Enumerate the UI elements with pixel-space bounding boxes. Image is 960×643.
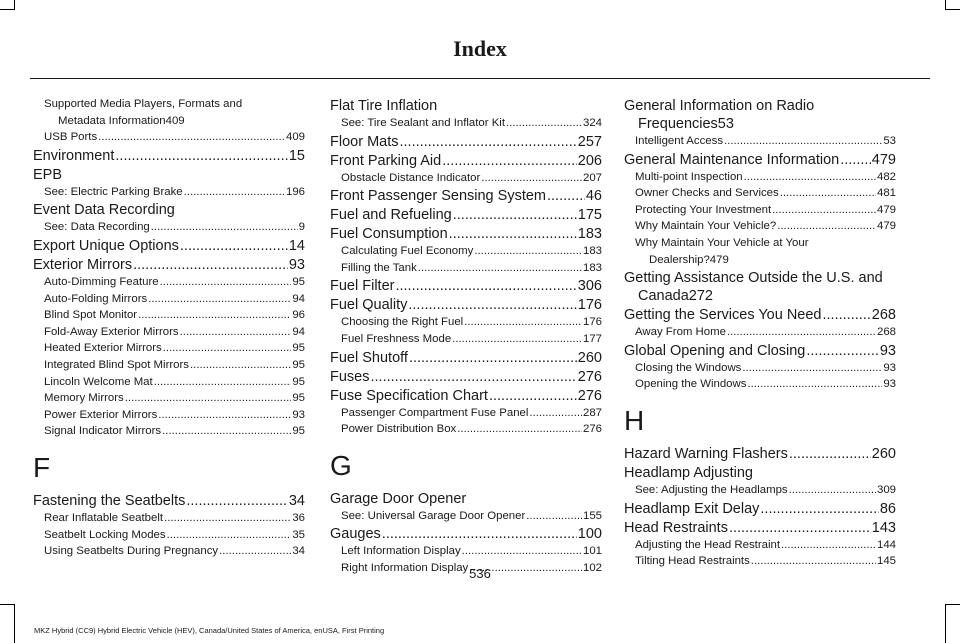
dot-leader — [481, 170, 582, 187]
entry-continuation-line — [624, 287, 896, 305]
entry-text: See: Data Recording — [44, 221, 150, 234]
dot-leader — [138, 307, 291, 324]
dot-leader — [371, 368, 577, 386]
dot-leader — [151, 219, 298, 236]
entry-text: Signal Indicator Mirrors — [44, 425, 162, 438]
index-subentry — [330, 260, 602, 277]
entry-text: Multi-point Inspection — [635, 170, 743, 183]
index-subentry — [624, 324, 896, 341]
entry-page-number: 14 — [288, 237, 305, 254]
entry-text: Hazard Warning Flashers — [624, 445, 788, 462]
entry-text: Blind Spot Monitor — [44, 309, 138, 322]
entry-text: Headlamp Adjusting — [624, 464, 753, 481]
dot-leader — [789, 482, 876, 499]
index-subentry — [330, 331, 602, 348]
dot-leader — [162, 423, 291, 440]
entry-text: Obstacle Distance Indicator — [341, 171, 481, 184]
entry-text: Power Distribution Box — [341, 423, 457, 436]
index-entry — [330, 387, 602, 405]
dot-leader — [742, 360, 882, 377]
entry-page-number: 53 — [717, 116, 734, 132]
index-entry — [33, 147, 305, 165]
entry-text-first-line: Supported Media Players, Formats and — [44, 98, 243, 110]
entry-page-number: 53 — [883, 135, 896, 147]
dot-leader — [219, 543, 291, 560]
entry-text: Choosing the Right Fuel — [341, 316, 464, 329]
index-subentry — [33, 291, 305, 308]
entry-page-number: 260 — [871, 445, 896, 462]
entry-page-number: 479 — [709, 253, 729, 266]
entry-continuation-line — [624, 115, 896, 133]
entry-text-first-line: Getting Assistance Outside the U.S. and — [624, 270, 883, 287]
dot-leader — [453, 206, 577, 224]
entry-page-number: 93 — [883, 378, 896, 391]
dot-leader — [382, 525, 577, 543]
entry-page-number: 479 — [876, 220, 896, 233]
entry-text: Fuel Consumption — [330, 226, 448, 243]
index-subentry — [33, 390, 305, 407]
section-letter: H — [624, 404, 645, 436]
index-subentry — [33, 407, 305, 424]
index-entry — [330, 133, 602, 151]
dot-leader — [462, 543, 582, 560]
entry-text: Export Unique Options — [33, 237, 179, 254]
entry-page-number: 94 — [292, 292, 305, 305]
index-subentry — [330, 421, 602, 438]
entry-page-number: 175 — [577, 207, 602, 224]
entry-page-number: 95 — [292, 358, 305, 371]
index-entry — [33, 237, 305, 255]
index-subentry — [33, 219, 305, 236]
index-entry — [33, 492, 305, 510]
index-subentry — [33, 96, 305, 129]
entry-page-number: 93 — [879, 342, 896, 359]
index-entry — [33, 201, 305, 219]
dot-leader — [474, 243, 582, 260]
dot-leader — [744, 169, 876, 186]
entry-text: Passenger Compartment Fuse Panel — [341, 406, 529, 419]
entry-page-number: 409 — [285, 131, 305, 144]
dot-leader — [148, 291, 291, 308]
entry-text: Dealership? — [649, 253, 710, 266]
index-subentry — [330, 405, 602, 422]
entry-page-number: 36 — [292, 511, 305, 524]
index-column-1 — [33, 96, 305, 560]
entry-text: Head Restraints — [624, 519, 728, 536]
entry-text: Fuse Specification Chart — [330, 387, 488, 404]
index-subentry — [33, 324, 305, 341]
dot-leader — [780, 185, 876, 202]
index-subentry — [624, 235, 896, 268]
entry-text: Fuel Quality — [330, 297, 408, 314]
entry-text: Front Passenger Sensing System — [330, 188, 546, 205]
dot-leader — [133, 256, 288, 274]
entry-text: Tilting Head Restraints — [635, 555, 750, 568]
entry-text-first-line: General Information on Radio — [624, 98, 815, 114]
entry-page-number: 183 — [582, 245, 602, 258]
index-subentry — [624, 185, 896, 202]
dot-leader — [729, 519, 871, 537]
entry-page-number: 15 — [288, 147, 305, 164]
dot-leader — [154, 374, 292, 391]
index-entry — [624, 151, 896, 169]
index-entry — [330, 187, 602, 205]
index-entry — [330, 206, 602, 224]
dot-leader — [160, 274, 292, 291]
dot-leader — [823, 306, 871, 324]
entry-text: Seatbelt Locking Modes — [44, 528, 166, 541]
entry-page-number: 268 — [871, 307, 896, 324]
dot-leader — [526, 508, 582, 525]
entry-page-number: 143 — [871, 519, 896, 536]
entry-page-number: 93 — [883, 361, 896, 374]
dot-leader — [418, 260, 582, 277]
crop-mark-top-left-v — [14, 0, 15, 10]
entry-text: Fold-Away Exterior Mirrors — [44, 325, 179, 338]
entry-text: Fuel Filter — [330, 278, 395, 295]
dot-leader — [547, 187, 585, 205]
entry-text: Closing the Windows — [635, 361, 742, 374]
section-letter: G — [330, 449, 352, 481]
index-entry — [624, 97, 896, 133]
entry-text: See: Adjusting the Headlamps — [635, 483, 788, 496]
entry-page-number: 93 — [292, 408, 305, 421]
entry-text: See: Electric Parking Brake — [44, 185, 183, 198]
entry-text: Integrated Blind Spot Mirrors — [44, 358, 189, 371]
dot-leader — [449, 225, 577, 243]
dot-leader — [158, 407, 291, 424]
entry-page-number: 306 — [577, 278, 602, 295]
entry-text: See: Tire Sealant and Inflator Kit — [341, 117, 505, 129]
entry-text: Why Maintain Your Vehicle? — [635, 220, 777, 233]
dot-leader — [164, 510, 291, 527]
dot-leader — [186, 492, 288, 510]
entry-text: Fastening the Seatbelts — [33, 492, 186, 509]
footer-text: MKZ Hybrid (CC9) Hybrid Electric Vehicle (HEV), Canada/United States of America, enUSA, First Printing — [34, 626, 385, 635]
crop-mark-bottom-left-h — [0, 604, 14, 605]
index-entry — [624, 306, 896, 324]
entry-page-number: 287 — [582, 406, 602, 419]
dot-leader — [167, 527, 292, 544]
dot-leader — [125, 390, 292, 407]
crop-mark-bottom-right-v — [945, 604, 946, 643]
entry-page-number: 260 — [577, 349, 602, 366]
entry-page-number: 276 — [582, 423, 602, 436]
entry-text: Owner Checks and Services — [635, 187, 779, 200]
index-subentry — [624, 133, 896, 150]
index-subentry — [624, 218, 896, 235]
dot-leader — [408, 296, 576, 314]
entry-text: Canada — [638, 288, 689, 305]
index-entry — [33, 166, 305, 184]
entry-page-number: 206 — [577, 152, 602, 169]
entry-page-number: 207 — [582, 171, 602, 184]
entry-page-number: 183 — [577, 226, 602, 243]
index-subentry — [33, 274, 305, 291]
entry-text: Exterior Mirrors — [33, 256, 133, 273]
entry-text-first-line: Why Maintain Your Vehicle at Your — [635, 236, 809, 249]
entry-text: Headlamp Exit Delay — [624, 500, 760, 517]
entry-text: Right Information Display — [341, 561, 469, 574]
index-subentry — [330, 314, 602, 331]
entry-text: Away From Home — [635, 326, 726, 339]
entry-page-number: 86 — [879, 500, 896, 517]
entry-page-number: 481 — [876, 187, 896, 200]
entry-text: Rear Inflatable Seatbelt — [44, 511, 164, 524]
index-subentry — [330, 508, 602, 525]
crop-mark-top-right-v — [945, 0, 946, 10]
entry-text: General Maintenance Information — [624, 151, 840, 168]
entry-text: Fuel Freshness Mode — [341, 332, 452, 345]
dot-leader — [727, 324, 876, 341]
index-subentry — [33, 543, 305, 560]
index-subentry — [33, 527, 305, 544]
dot-leader — [395, 277, 576, 295]
index-entry — [330, 525, 602, 543]
index-subentry — [624, 482, 896, 499]
index-entry — [330, 349, 602, 367]
entry-page-number: 482 — [876, 170, 896, 183]
entry-page-number: 95 — [292, 275, 305, 288]
entry-text: Lincoln Welcome Mat — [44, 375, 153, 388]
index-subentry — [624, 376, 896, 393]
dot-leader — [789, 445, 871, 463]
entry-page-number: 34 — [292, 545, 305, 558]
dot-leader — [98, 129, 285, 146]
entry-text: Heated Exterior Mirrors — [44, 342, 162, 355]
entry-page-number: 155 — [582, 509, 602, 522]
dot-leader — [529, 405, 582, 422]
entry-page-number: 93 — [288, 256, 305, 273]
index-subentry — [624, 537, 896, 554]
entry-text: Filling the Tank — [341, 261, 417, 274]
dot-leader — [180, 237, 288, 255]
dot-leader — [747, 376, 882, 393]
index-subentry — [330, 243, 602, 260]
entry-page-number: 101 — [582, 545, 602, 558]
entry-text: Auto-Dimming Feature — [44, 275, 159, 288]
index-subentry — [33, 340, 305, 357]
entry-page-number: 324 — [582, 117, 602, 129]
index-entry — [624, 445, 896, 463]
entry-page-number: 276 — [577, 368, 602, 385]
entry-text: Floor Mats — [330, 133, 399, 150]
entry-page-number: 409 — [165, 114, 185, 127]
entry-page-number: 268 — [876, 326, 896, 339]
entry-text: Fuel and Refueling — [330, 207, 452, 224]
index-subentry — [33, 129, 305, 146]
crop-mark-top-right-h — [946, 9, 960, 10]
index-entry — [624, 269, 896, 305]
index-subentry — [330, 170, 602, 187]
index-subentry — [33, 357, 305, 374]
index-entry — [624, 519, 896, 537]
entry-text: Gauges — [330, 526, 381, 543]
dot-leader — [457, 421, 582, 438]
entry-text: Opening the Windows — [635, 378, 747, 391]
dot-leader — [840, 151, 871, 169]
entry-text: Protecting Your Investment — [635, 203, 772, 216]
entry-text: Event Data Recording — [33, 202, 175, 219]
dot-leader — [506, 115, 582, 132]
entry-page-number: 35 — [292, 528, 305, 541]
index-subentry — [33, 423, 305, 440]
crop-mark-bottom-left-v — [14, 604, 15, 643]
dot-leader — [190, 357, 291, 374]
entry-text: Flat Tire Inflation — [330, 98, 438, 114]
entry-page-number: 96 — [292, 309, 305, 322]
index-subentry — [33, 510, 305, 527]
index-entry — [33, 256, 305, 274]
index-column-2 — [330, 96, 602, 577]
entry-text: Memory Mirrors — [44, 392, 124, 405]
index-subentry — [33, 184, 305, 201]
index-subentry — [33, 374, 305, 391]
entry-text: EPB — [33, 166, 63, 183]
index-subentry — [330, 115, 602, 132]
index-subentry — [330, 543, 602, 560]
entry-page-number: 9 — [298, 221, 305, 234]
entry-page-number: 145 — [876, 555, 896, 568]
dot-leader — [180, 324, 292, 341]
entry-page-number: 95 — [292, 342, 305, 355]
crop-mark-top-left-h — [0, 9, 14, 10]
dot-leader — [464, 314, 582, 331]
dot-leader — [806, 342, 878, 360]
dot-leader — [400, 133, 577, 151]
index-entry — [330, 152, 602, 170]
entry-page-number: 257 — [577, 133, 602, 150]
entry-page-number: 479 — [876, 203, 896, 216]
dot-leader — [777, 218, 876, 235]
index-entry — [624, 464, 896, 482]
dot-leader — [184, 184, 285, 201]
entry-page-number: 102 — [582, 561, 602, 574]
entry-page-number: 94 — [292, 325, 305, 338]
entry-page-number: 176 — [582, 316, 602, 329]
entry-page-number: 183 — [582, 261, 602, 274]
dot-leader — [115, 147, 287, 165]
entry-text: USB Ports — [44, 131, 98, 144]
entry-page-number: 144 — [876, 538, 896, 551]
entry-continuation-line — [44, 113, 305, 130]
dot-leader — [409, 349, 577, 367]
entry-page-number: 276 — [577, 387, 602, 404]
entry-text: Front Parking Aid — [330, 152, 442, 169]
entry-text: Using Seatbelts During Pregnancy — [44, 545, 219, 558]
entry-page-number: 309 — [876, 483, 896, 496]
index-entry — [330, 490, 602, 508]
entry-text: Left Information Display — [341, 545, 461, 558]
entry-text: Global Opening and Closing — [624, 342, 806, 359]
entry-continuation-line — [635, 252, 896, 269]
entry-page-number: 95 — [292, 375, 305, 388]
index-subentry — [624, 169, 896, 186]
dot-leader — [772, 202, 876, 219]
dot-leader — [724, 133, 882, 150]
index-entry — [330, 296, 602, 314]
entry-text: Auto-Folding Mirrors — [44, 292, 148, 305]
index-subentry — [33, 307, 305, 324]
index-entry — [330, 225, 602, 243]
section-letter: F — [33, 451, 51, 483]
entry-text: Fuel Shutoff — [330, 349, 408, 366]
entry-page-number: 479 — [871, 151, 896, 168]
dot-leader — [452, 331, 582, 348]
entry-page-number: 100 — [577, 526, 602, 543]
index-subentry — [624, 202, 896, 219]
index-subentry — [624, 360, 896, 377]
entry-page-number: 196 — [285, 185, 305, 198]
page-number: 536 — [469, 566, 491, 581]
entry-text: Getting the Services You Need — [624, 307, 822, 324]
dot-leader — [163, 340, 292, 357]
entry-page-number: 95 — [292, 425, 305, 438]
dot-leader — [760, 500, 878, 518]
entry-text: Frequencies — [638, 116, 718, 132]
entry-text: Environment — [33, 147, 115, 164]
entry-text: Intelligent Access — [635, 135, 724, 147]
entry-page-number: 95 — [292, 392, 305, 405]
entry-page-number: 176 — [577, 297, 602, 314]
index-entry — [330, 277, 602, 295]
index-entry — [330, 368, 602, 386]
index-entry — [330, 97, 602, 115]
entry-text: Power Exterior Mirrors — [44, 408, 158, 421]
index-entry — [624, 342, 896, 360]
entry-text: Fuses — [330, 368, 370, 385]
header-rule — [30, 78, 930, 79]
entry-page-number: 272 — [688, 288, 713, 305]
index-column-3 — [624, 96, 896, 570]
entry-text: Adjusting the Head Restraint — [635, 538, 780, 551]
entry-page-number: 46 — [585, 188, 602, 205]
entry-text: Metadata Information — [58, 114, 166, 127]
entry-page-number: 177 — [582, 332, 602, 345]
entry-text: Calculating Fuel Economy — [341, 245, 474, 258]
dot-leader — [442, 152, 577, 170]
crop-mark-bottom-right-h — [946, 604, 960, 605]
entry-page-number: 34 — [288, 492, 305, 509]
dot-leader — [781, 537, 876, 554]
entry-text: See: Universal Garage Door Opener — [341, 509, 526, 522]
index-entry — [624, 500, 896, 518]
page-title: Index — [453, 36, 507, 61]
entry-text: Garage Door Opener — [330, 490, 467, 507]
dot-leader — [489, 387, 577, 405]
